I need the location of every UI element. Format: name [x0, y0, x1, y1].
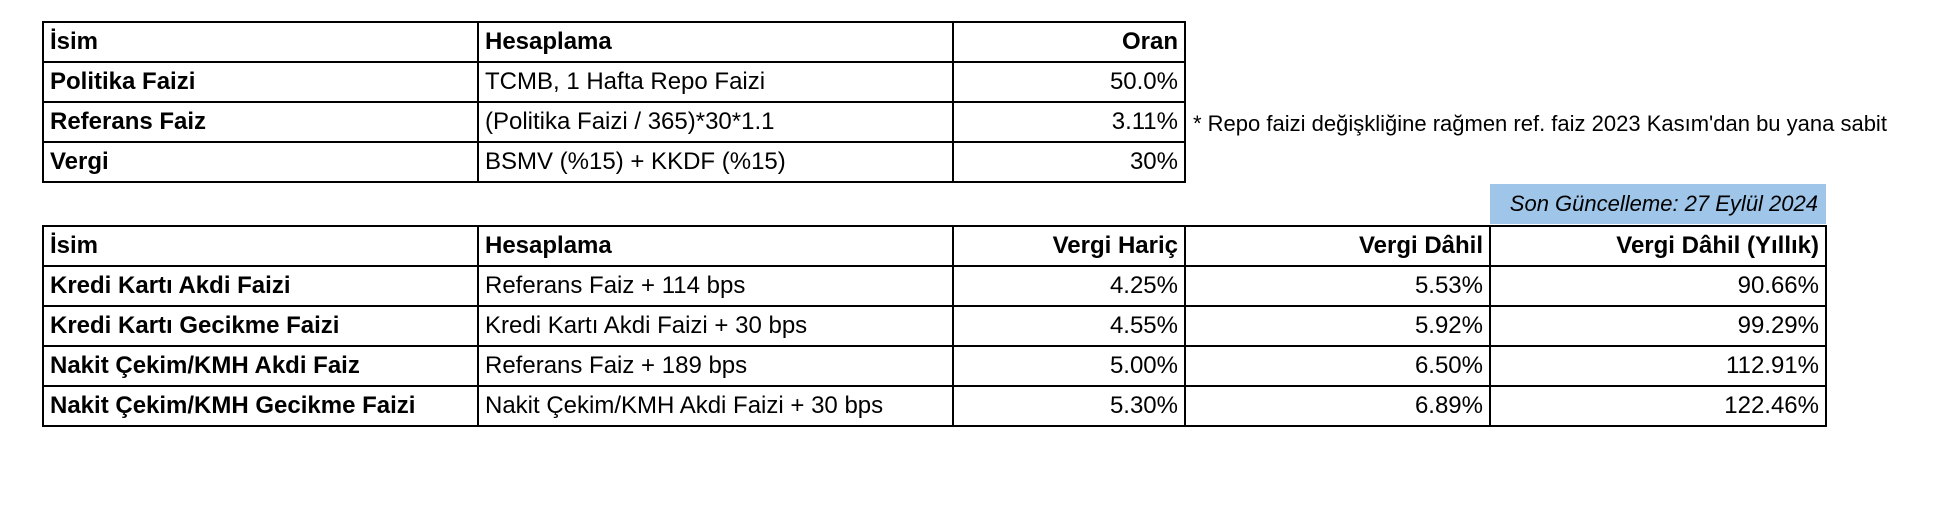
- table-row: [43, 102, 1185, 142]
- rate-table: [42, 21, 1186, 183]
- row-calculation: Referans Faiz + 114 bps: [478, 266, 953, 306]
- row-name: Kredi Kartı Akdi Faizi: [43, 266, 478, 306]
- row-excl-tax: 4.55%: [953, 306, 1185, 346]
- row-name: Nakit Çekim/KMH Akdi Faiz: [43, 346, 478, 386]
- row-rate: 50.0%: [953, 62, 1185, 102]
- header-excl-tax: Vergi Hariç: [953, 226, 1185, 266]
- table-row: [43, 62, 1185, 102]
- table-row: [43, 306, 1826, 346]
- row-excl-tax: 5.30%: [953, 386, 1185, 426]
- card-rates-table: [42, 225, 1827, 427]
- row-excl-tax: 5.00%: [953, 346, 1185, 386]
- row-calculation: Nakit Çekim/KMH Akdi Faizi + 30 bps: [478, 386, 953, 426]
- row-name: Kredi Kartı Gecikme Faizi: [43, 306, 478, 346]
- row-rate: 30%: [953, 142, 1185, 182]
- header-calculation: Hesaplama: [478, 226, 953, 266]
- table-row: [43, 386, 1826, 426]
- row-name: Politika Faizi: [43, 62, 478, 102]
- table-row: [43, 266, 1826, 306]
- row-rate: 3.11%: [953, 102, 1185, 142]
- row-name: Nakit Çekim/KMH Gecikme Faizi: [43, 386, 478, 426]
- row-incl-tax-annual: 99.29%: [1490, 306, 1826, 346]
- header-rate: Oran: [953, 22, 1185, 62]
- header-name: İsim: [43, 226, 478, 266]
- row-name: Vergi: [43, 142, 478, 182]
- row-excl-tax: 4.25%: [953, 266, 1185, 306]
- row-calculation: TCMB, 1 Hafta Repo Faizi: [478, 62, 953, 102]
- row-calculation: Referans Faiz + 189 bps: [478, 346, 953, 386]
- row-incl-tax-annual: 112.91%: [1490, 346, 1826, 386]
- table-row: [43, 346, 1826, 386]
- header-incl-tax: Vergi Dâhil: [1185, 226, 1490, 266]
- row-incl-tax: 6.50%: [1185, 346, 1490, 386]
- row-name: Referans Faiz: [43, 102, 478, 142]
- row-incl-tax: 5.92%: [1185, 306, 1490, 346]
- header-incl-tax-annual: Vergi Dâhil (Yıllık): [1490, 226, 1826, 266]
- table-header-row: [43, 22, 1185, 62]
- row-calculation: Kredi Kartı Akdi Faizi + 30 bps: [478, 306, 953, 346]
- header-calculation: Hesaplama: [478, 22, 953, 62]
- last-update-banner: Son Güncelleme: 27 Eylül 2024: [1490, 184, 1826, 224]
- row-calculation: (Politika Faizi / 365)*30*1.1: [478, 102, 953, 142]
- row-incl-tax: 6.89%: [1185, 386, 1490, 426]
- row-incl-tax-annual: 122.46%: [1490, 386, 1826, 426]
- row-incl-tax-annual: 90.66%: [1490, 266, 1826, 306]
- table-row: [43, 142, 1185, 182]
- table-header-row: [43, 226, 1826, 266]
- row-incl-tax: 5.53%: [1185, 266, 1490, 306]
- reference-rate-note: * Repo faizi değişkliğine rağmen ref. faiz 2023 Kasım'dan bu yana sabit: [1193, 111, 1887, 136]
- row-calculation: BSMV (%15) + KKDF (%15): [478, 142, 953, 182]
- header-name: İsim: [43, 22, 478, 62]
